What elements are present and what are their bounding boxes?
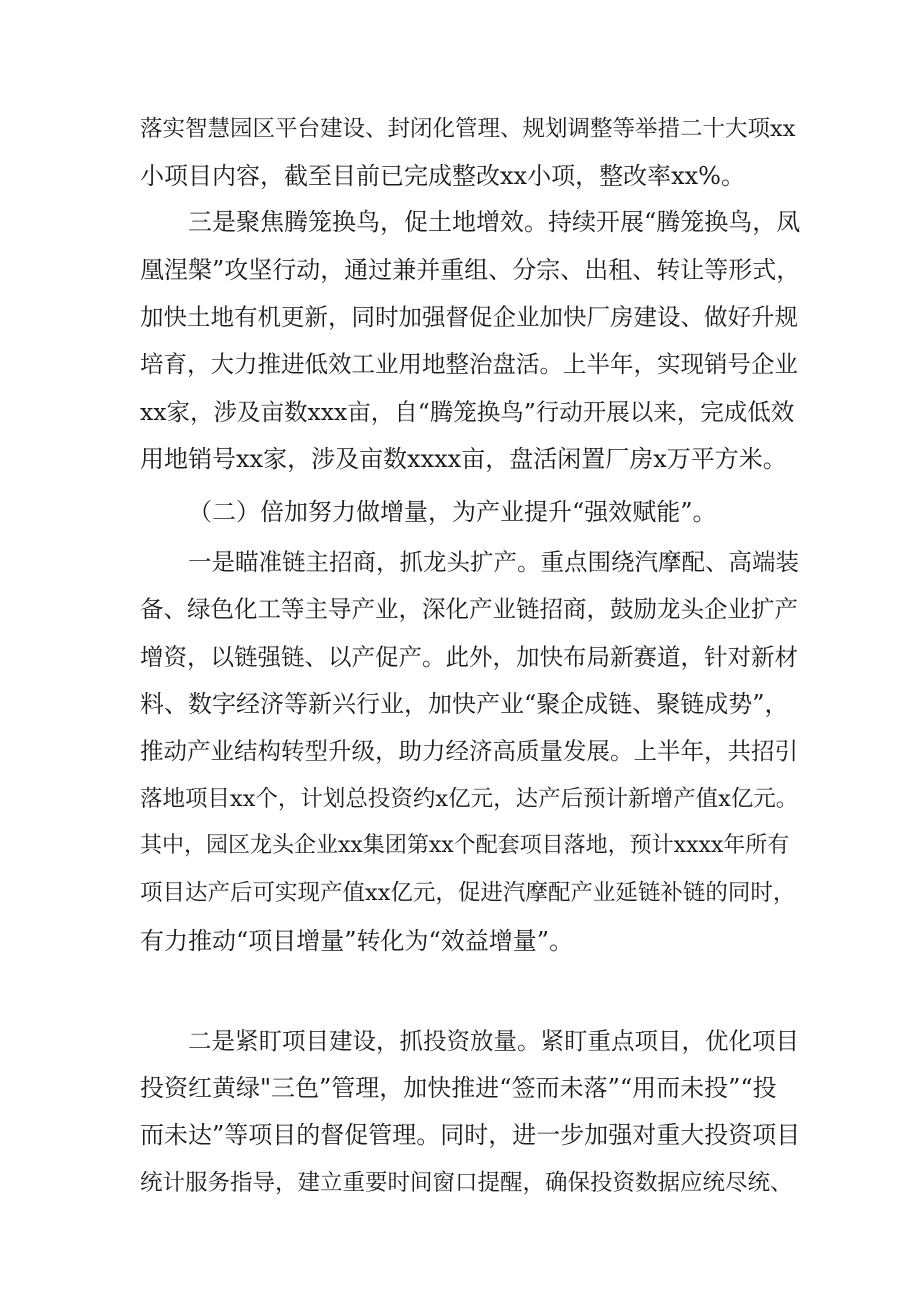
paragraph-line: 有力推动“项目增量”转化为“效益增量”。: [140, 927, 574, 955]
paragraph-line: 料、数字经济等新兴行业，加快产业“聚企成链、聚链成势”，: [140, 690, 789, 718]
paragraph-line: 凰涅槃”攻坚行动，通过兼并重组、分宗、出租、转让等形式，: [140, 256, 801, 284]
paragraph-line: 三是聚焦腾笼换鸟，促土地增效。持续开展“腾笼换鸟，凤: [188, 208, 801, 236]
paragraph-line: 投资红黄绿"三色”管理，加快推进“签而未落”“用而未投”“投: [140, 1074, 777, 1102]
paragraph-line: 落实智慧园区平台建设、封闭化管理、规划调整等举措二十大项xx: [140, 116, 796, 142]
paragraph-line: 统计服务指导，建立重要时间窗口提醒，确保投资数据应统尽统、: [140, 1170, 793, 1196]
paragraph-line: 备、绿色化工等主导产业，深化产业链招商，鼓励龙头企业扩产: [140, 595, 798, 623]
paragraph-line: 而未达”等项目的督促管理。同时，进一步加强对重大投资项目: [140, 1121, 801, 1149]
paragraph-line: 加快土地有机更新，同时加强督促企业加快厂房建设、做好升规: [140, 303, 798, 331]
section-heading: （二）倍加努力做增量，为产业提升“强效赋能”。: [188, 498, 717, 526]
paragraph-line: 二是紧盯项目建设，抓投资放量。紧盯重点项目，优化项目: [188, 1027, 799, 1055]
paragraph-line: 小项目内容，截至目前已完成整改xx小项，整改率xx%。: [140, 162, 745, 190]
paragraph-line: 用地销号xx家，涉及亩数xxxx亩，盘活闲置厂房x万平方米。: [140, 445, 787, 473]
paragraph-line: xx家，涉及亩数xxx亩，自“腾笼换鸟”行动开展以来，完成低效: [140, 398, 795, 426]
paragraph-line: 培育，大力推进低效工业用地整治盘活。上半年，实现销号企业: [140, 350, 798, 378]
paragraph-line: 一是瞄准链主招商，抓龙头扩产。重点围绕汽摩配、高端装: [188, 548, 799, 576]
paragraph-line: 推动产业结构转型升级，助力经济高质量发展。上半年，共招引: [140, 737, 798, 765]
paragraph-line: 其中，园区龙头企业xx集团第xx个配套项目落地，预计xxxx年所有: [140, 833, 790, 858]
paragraph-line: 增资，以链强链、以产促产。此外，加快布局新赛道，针对新材: [140, 643, 798, 671]
paragraph-line: 项目达产后可实现产值xx亿元，促进汽摩配产业延链补链的同时，: [140, 880, 796, 906]
paragraph-line: 落地项目xx个，计划总投资约x亿元，达产后预计新增产值x亿元。: [140, 786, 799, 812]
